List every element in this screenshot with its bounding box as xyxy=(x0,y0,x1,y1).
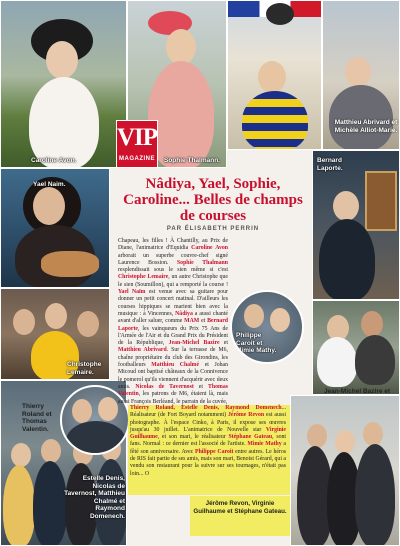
photo-yael-naim xyxy=(0,168,110,288)
caption-caroit-mathy: Philippe Caroit et Mimie Mathy. xyxy=(236,332,277,354)
caption-m6-group: Estelle Denis, Nicolas de Tavernost, Matthieu Chalmé et Raymond Domenech. xyxy=(64,475,125,520)
caption-caroline-avon: Caroline Avon. xyxy=(31,157,77,164)
photo-bazire-nadiya xyxy=(312,300,400,395)
article-body-column-2: Thierry Roland, Estelle Denis, Raymond Domenech... Réalisateur (de Fort Boyard notamment) Jérôme Revon est aussi photographe. À l'espace Cinko, à Paris, il expose ses œuvres jusqu'au 30 juillet. L'animatrice de Nouvelle star Virginie Guilhaume, et son mari, le réalisateur Stéphane Gateau, sont fans. Normal : ce dernier est l'associé de l'artiste. Mimie Mathy a fêté son anniversaire. Avec Philippe Caroit entre autres. Le héros de RIS fait partie de ses amis, mais son mari, Benoist Gérard, qui a vendu son restaurant pour la suivre sur ses tournages, n'était pas loin... O xyxy=(130,405,287,477)
photo-abrivard-alliot-marie xyxy=(322,0,400,150)
caption-revon-guilhaume-gateau: Jérôme Revon, Virginie Guilhaume et Stéphane Gateau. xyxy=(193,500,287,515)
photo-christophe-lemaire-trophy xyxy=(227,0,322,150)
photo-christophe-lemaire-crowd xyxy=(0,288,110,380)
article-body-column-1: Chapeau, les filles ! À Chantilly, au Prix de Diane, l'animatrice d'Equidia Caroline Avon arborait un superbe couvre-chef signé Laurence Bossion. Sophie Thalmann resplendissait sous le sien même si c'est Christophe Lemaire, un autre Christophe que le sien (Soumillon), qui a remporté la course ! Yael Naïm est venue avec sa guitare pour donner un petit concert matinal. D'ailleurs les courses hippiques se marient bien avec la musique : à Vincennes, Nâdiya a aussi chanté avant d'aller saluer, comme MAM et Bernard Laporte, les vainqueurs du Prix 75 Ans de l'Armée de l'Air et du Grand Prix du Président de la République, Jean-Michel Bazire et Matthieu Abrivard. Sur la terrasse de M6, chaîne propriétaire du club des Girondins, les footballeurs Matthieu Chalmé et Johan Micoud ont baptisé châteaux de la Connivence le pomerol qu'ils viennent d'acquérir avec deux amis. Nicolas de Tavernost et Thomas Valentin, les patrons de M6, étaient là, mais aussi François Berléand, le parrain de la cuvée, xyxy=(118,238,229,405)
caption-bazire-nadiya: Jean-Michel Bazire et xyxy=(323,388,391,395)
photo-caroline-avon xyxy=(0,0,127,168)
photo-bernard-laporte xyxy=(312,150,400,300)
caption-yael-naim: Yael Naim. xyxy=(33,181,66,188)
caption-bernard-laporte: Bernard Laporte. xyxy=(317,157,343,172)
vip-magazine-logo: VIP MAGAZINE xyxy=(116,120,158,168)
caption-sophie-thalmann: Sophie Thalmann. xyxy=(164,157,220,164)
caption-abrivard-mam: Matthieu Abrivard et Michèle Alliot-Marie. xyxy=(334,119,398,134)
photo-caroit-mathy xyxy=(230,290,304,364)
article-byline: PAR ÉLISABETH PERRIN xyxy=(166,226,260,232)
photo-revon-guilhaume-gateau xyxy=(290,395,400,546)
article-headline: Nâdiya, Yael, Sophie, Caroline... Belles de champs de courses xyxy=(123,176,303,224)
caption-christophe-lemaire: Christophe Lemaire. xyxy=(67,361,102,376)
caption-roland-valentin: Thierry Roland et Thomas Valentin. xyxy=(22,403,52,433)
